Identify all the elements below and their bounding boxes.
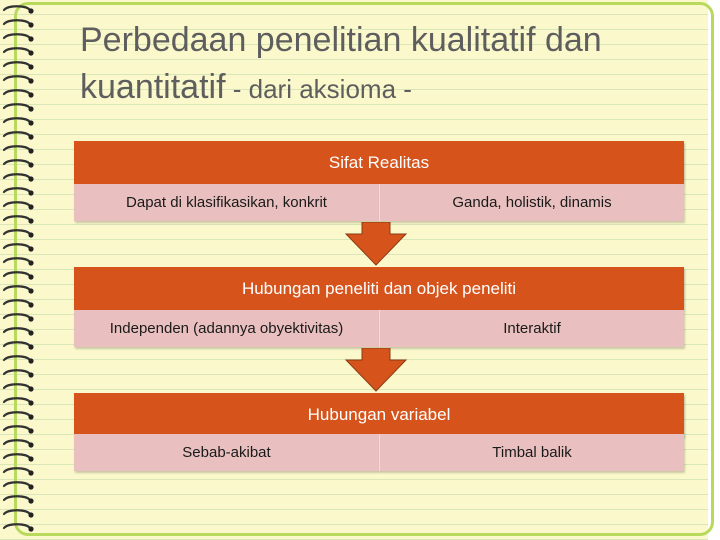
binding-ring [4,440,30,444]
binding-hole [28,218,33,223]
binding-ring [4,6,30,10]
binding-hole [28,50,33,55]
binding-hole [28,274,33,279]
section-row-2 [74,310,684,347]
binding-hole [28,302,33,307]
binding-ring [4,118,30,122]
binding-hole [28,246,33,251]
binding-hole [28,498,33,503]
binding-ring [4,468,30,472]
binding-ring [4,48,30,52]
notebook-binding-rings-icon [0,0,40,540]
binding-hole [28,428,33,433]
binding-ring [4,398,30,402]
binding-ring [4,300,30,304]
quantitative-cell: Interaktif [379,310,684,347]
binding-ring [4,272,30,276]
binding-hole [28,316,33,321]
binding-ring [4,146,30,150]
binding-hole [28,526,33,531]
binding-ring [4,314,30,318]
binding-ring [4,62,30,66]
binding-hole [28,330,33,335]
binding-hole [28,36,33,41]
binding-hole [28,400,33,405]
qualitative-cell: Independen (adannya obyektivitas) [74,310,379,347]
binding-ring [4,496,30,500]
binding-hole [28,22,33,27]
binding-ring [4,454,30,458]
binding-hole [28,442,33,447]
binding-ring [4,202,30,206]
binding-ring [4,244,30,248]
binding-hole [28,78,33,83]
section-row-3 [74,434,684,471]
binding-hole [28,134,33,139]
binding-hole [28,344,33,349]
binding-hole [28,162,33,167]
section-header-hubungan-peneliti: Hubungan peneliti dan objek peneliti [74,267,684,310]
binding-ring [4,412,30,416]
binding-ring [4,34,30,38]
binding-hole [28,386,33,391]
binding-ring [4,258,30,262]
binding-hole [28,64,33,69]
binding-ring [4,104,30,108]
binding-ring [4,524,30,528]
binding-ring [4,20,30,24]
down-arrow-icon [344,348,408,392]
binding-ring [4,132,30,136]
binding-hole [28,8,33,13]
binding-hole [28,456,33,461]
binding-hole [28,106,33,111]
qualitative-cell: Sebab-akibat [74,434,379,471]
binding-ring [4,328,30,332]
section-header-hubungan-variabel: Hubungan variabel [74,393,684,436]
binding-ring [4,342,30,346]
slide-title-sub: - dari aksioma - [225,74,412,104]
binding-hole [28,484,33,489]
down-arrow-icon [344,222,408,266]
binding-ring [4,188,30,192]
slide-title-main: Perbedaan penelitian kualitatif dan kuantitatif [80,21,602,106]
binding-hole [28,512,33,517]
binding-hole [28,204,33,209]
binding-ring [4,230,30,234]
binding-ring [4,216,30,220]
binding-ring [4,160,30,164]
quantitative-cell: Timbal balik [379,434,684,471]
section-row-1 [74,184,684,221]
binding-ring [4,76,30,80]
binding-ring [4,370,30,374]
binding-ring [4,426,30,430]
binding-ring [4,482,30,486]
binding-hole [28,358,33,363]
binding-ring [4,90,30,94]
quantitative-cell: Ganda, holistik, dinamis [379,184,684,221]
section-header-sifat-realitas: Sifat Realitas [74,141,684,184]
slide-title [80,20,700,114]
binding-hole [28,470,33,475]
binding-hole [28,232,33,237]
binding-ring [4,510,30,514]
binding-hole [28,260,33,265]
binding-hole [28,414,33,419]
binding-ring [4,286,30,290]
binding-hole [28,372,33,377]
binding-hole [28,176,33,181]
binding-hole [28,92,33,97]
binding-ring [4,356,30,360]
binding-ring [4,384,30,388]
binding-hole [28,148,33,153]
binding-hole [28,190,33,195]
qualitative-cell: Dapat di klasifikasikan, konkrit [74,184,379,221]
binding-hole [28,288,33,293]
binding-hole [28,120,33,125]
binding-ring [4,174,30,178]
